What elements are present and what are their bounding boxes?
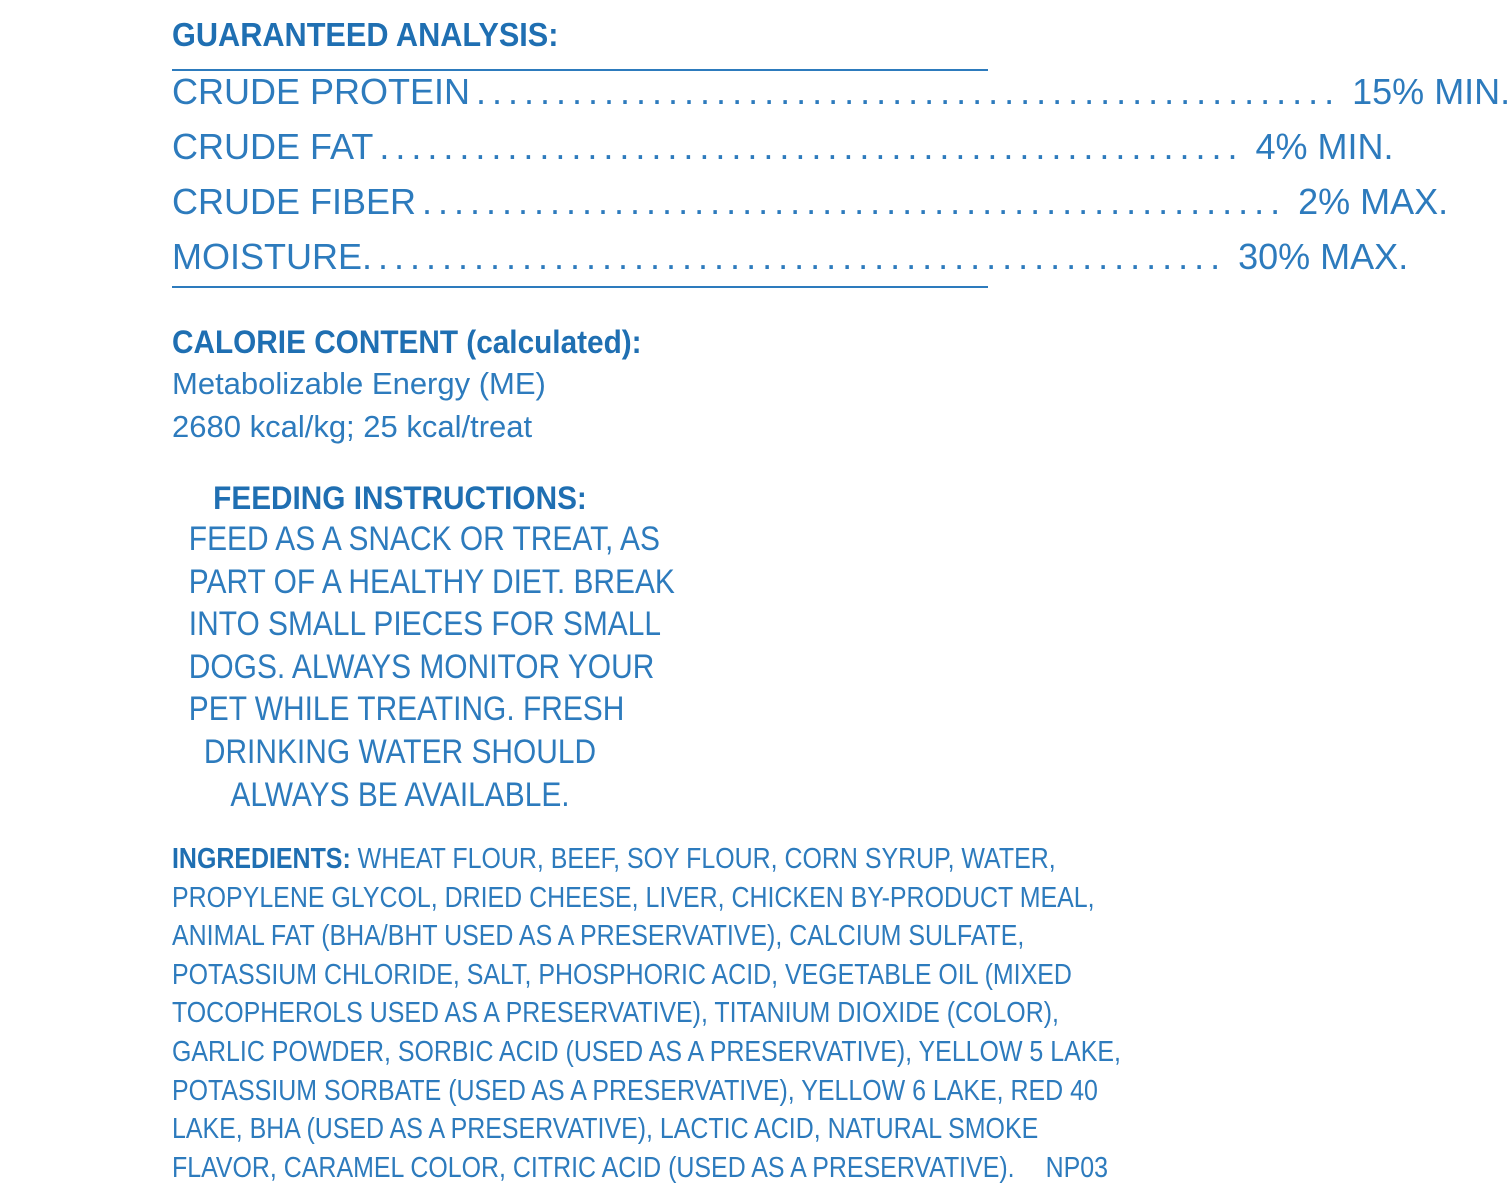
leader-dots: ...................................................... <box>422 181 1287 222</box>
analysis-nutrient-name: CRUDE PROTEIN <box>172 71 471 112</box>
analysis-nutrient-name: CRUDE FAT <box>172 126 374 167</box>
ingredients-line: GARLIC POWDER, SORBIC ACID (USED AS A PRESERVATIVE), YELLOW 5 LAKE, <box>172 1035 1121 1068</box>
analysis-nutrient-name: CRUDE FIBER <box>172 181 417 222</box>
product-code: NP03 <box>1045 1151 1108 1184</box>
ingredients-text: WHEAT FLOUR, BEEF, SOY FLOUR, CORN SYRUP, WATER, <box>350 843 1056 875</box>
calorie-energy-value: 2680 kcal/kg; 25 kcal/treat <box>172 409 533 444</box>
guaranteed-analysis-title: GUARANTEED ANALYSIS: <box>172 16 559 53</box>
feeding-instructions <box>160 478 675 816</box>
feeding-instructions-title: FEEDING INSTRUCTIONS: <box>213 480 587 516</box>
feeding-instructions-line: PART OF A HEALTHY DIET. BREAK <box>188 562 675 601</box>
feeding-instructions-line: PET WHILE TREATING. FRESH <box>188 690 625 729</box>
ingredients-label: INGREDIENTS: <box>172 843 351 875</box>
analysis-row-moisture <box>172 236 1409 284</box>
feeding-instructions-line: DOGS. ALWAYS MONITOR YOUR <box>188 647 655 686</box>
leader-dots: ...................................................... <box>379 126 1244 167</box>
ingredients-text: FLAVOR, CARAMEL COLOR, CITRIC ACID (USED AS A PRESERVATIVE). <box>172 1151 1015 1184</box>
ingredients-line <box>172 1149 1108 1188</box>
analysis-nutrient-value: 15% MIN. <box>1352 71 1510 112</box>
analysis-bottom-rule <box>172 286 988 288</box>
ingredients-list <box>172 840 1121 1187</box>
analysis-row-crude-fat <box>172 126 1394 174</box>
ingredients-line: POTASSIUM SORBATE (USED AS A PRESERVATIVE), YELLOW 6 LAKE, RED 40 <box>172 1074 1098 1107</box>
ingredients-line <box>172 840 1056 879</box>
analysis-row-crude-fiber <box>172 181 1449 229</box>
analysis-row-crude-protein <box>172 71 1510 119</box>
leader-dots: ...................................................... <box>476 71 1341 112</box>
feeding-instructions-line: ALWAYS BE AVAILABLE. <box>230 775 570 814</box>
ingredients-line: TOCOPHEROLS USED AS A PRESERVATIVE), TITANIUM DIOXIDE (COLOR), <box>172 997 1059 1030</box>
calorie-content-title: CALORIE CONTENT (calculated): <box>172 324 642 360</box>
feeding-instructions-line: FEED AS A SNACK OR TREAT, AS <box>188 520 660 558</box>
ingredients-line: POTASSIUM CHLORIDE, SALT, PHOSPHORIC ACID, VEGETABLE OIL (MIXED <box>172 958 1072 991</box>
calorie-energy-label: Metabolizable Energy (ME) <box>172 366 546 401</box>
analysis-nutrient-name: MOISTURE <box>172 236 363 277</box>
feeding-instructions-line: INTO SMALL PIECES FOR SMALL <box>188 605 662 644</box>
ingredients-line: PROPYLENE GLYCOL, DRIED CHEESE, LIVER, CHICKEN BY-PRODUCT MEAL, <box>172 881 1095 914</box>
analysis-nutrient-value: 2% MAX. <box>1298 181 1449 222</box>
analysis-nutrient-value: 4% MIN. <box>1255 126 1394 167</box>
ingredients-line: ANIMAL FAT (BHA/BHT USED AS A PRESERVATIVE), CALCIUM SULFATE, <box>172 920 1025 953</box>
ingredients-line: LAKE, BHA (USED AS A PRESERVATIVE), LACTIC ACID, NATURAL SMOKE <box>172 1113 1039 1146</box>
feeding-instructions-line: DRINKING WATER SHOULD <box>203 732 597 771</box>
analysis-nutrient-value: 30% MAX. <box>1238 236 1409 277</box>
leader-dots: ...................................................... <box>362 236 1227 277</box>
